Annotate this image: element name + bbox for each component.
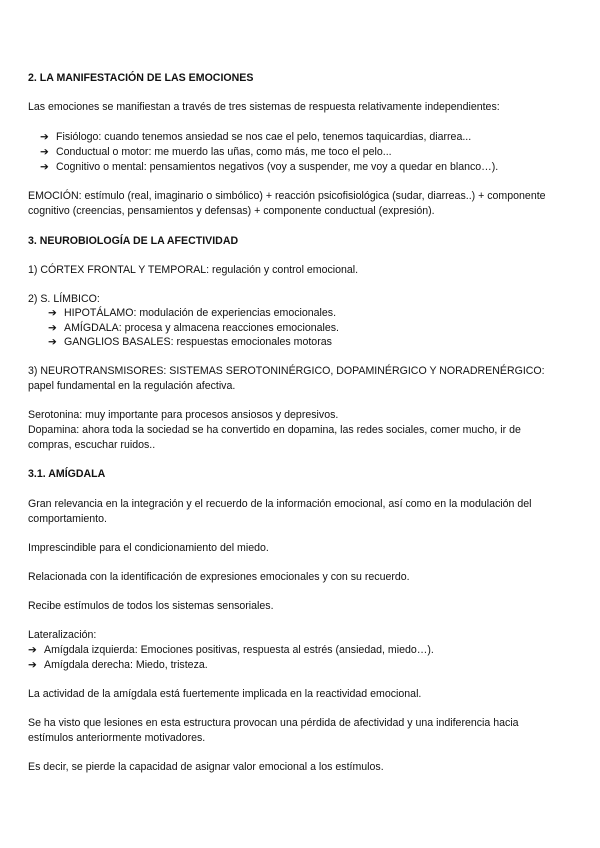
item-neurotransmitters-line-1: 3) NEUROTRANSMISORES: SISTEMAS SEROTONINÉRGICO, DOPAMINÉRGICO Y NORADRENÉRGICO: xyxy=(28,365,545,377)
bullet-cognitive: ➔ Cognitivo o mental: pensamientos negativos (voy a suspender, me voy a quedar en blanco…). xyxy=(40,161,499,173)
bullet-right-amygdala: ➔ Amígdala derecha: Miedo, tristeza. xyxy=(28,659,208,671)
lateralization-label: Lateralización: xyxy=(28,629,97,641)
amygdala-p2: Imprescindible para el condicionamiento del miedo. xyxy=(28,542,269,554)
amygdala-p4: Recibe estímulos de todos los sistemas sensoriales. xyxy=(28,600,274,612)
bullet-amygdala: ➔ AMÍGDALA: procesa y almacena reacciones emocionales. xyxy=(48,322,339,334)
bullet-physiological: ➔ Fisiólogo: cuando tenemos ansiedad se nos cae el pelo, tenemos taquicardias, diarrea... xyxy=(40,131,472,143)
arrow-bullet-icon: ➔ xyxy=(48,307,57,319)
section-3-1-heading: 3.1. AMÍGDALA xyxy=(28,468,106,480)
amygdala-p1-line-1: Gran relevancia en la integración y el recuerdo de la información emocional, así como en la modulación del xyxy=(28,498,532,510)
arrow-bullet-icon: ➔ xyxy=(40,146,49,158)
amygdala-p6-line-2: estímulos anteriormente motivadores. xyxy=(28,732,206,744)
serotonin-text: Serotonina: muy importante para procesos ansiosos y depresivos. xyxy=(28,409,339,421)
bullet-basal-ganglia: ➔ GANGLIOS BASALES: respuestas emocionales motoras xyxy=(48,336,332,348)
bullet-behavioral: ➔ Conductual o motor: me muerdo las uñas, como más, me toco el pelo... xyxy=(40,146,392,158)
section-2-heading: 2. LA MANIFESTACIÓN DE LAS EMOCIONES xyxy=(28,72,254,84)
amygdala-p6-line-1: Se ha visto que lesiones en esta estructura provocan una pérdida de afectividad y una indiferencia hacia xyxy=(28,717,519,729)
arrow-bullet-icon: ➔ xyxy=(28,659,37,671)
emotion-definition-line-2: cognitivo (creencias, pensamientos y defensas) + componente conductual (expresión). xyxy=(28,205,435,217)
emotion-definition-line-1: EMOCIÓN: estímulo (real, imaginario o simbólico) + reacción psicofisiológica (sudar, diarreas..) + componente xyxy=(28,190,546,202)
dopamine-text-line-2: compras, escuchar ruidos.. xyxy=(28,439,156,451)
amygdala-p7: Es decir, se pierde la capacidad de asignar valor emocional a los estímulos. xyxy=(28,761,384,773)
item-neurotransmitters-line-2: papel fundamental en la regulación afectiva. xyxy=(28,380,236,392)
arrow-bullet-icon: ➔ xyxy=(48,322,57,334)
arrow-bullet-icon: ➔ xyxy=(40,161,49,173)
item-cortex: 1) CÓRTEX FRONTAL Y TEMPORAL: regulación y control emocional. xyxy=(28,264,359,276)
arrow-bullet-icon: ➔ xyxy=(40,131,49,143)
amygdala-p5: La actividad de la amígdala está fuertemente implicada en la reactividad emocional. xyxy=(28,688,422,700)
arrow-bullet-icon: ➔ xyxy=(28,644,37,656)
bullet-hypothalamus: ➔ HIPOTÁLAMO: modulación de experiencias emocionales. xyxy=(48,307,337,319)
section-2-intro: Las emociones se manifiestan a través de tres sistemas de respuesta relativamente independientes: xyxy=(28,101,500,113)
amygdala-p1-line-2: comportamiento. xyxy=(28,513,107,525)
arrow-bullet-icon: ➔ xyxy=(48,336,57,348)
item-limbic: 2) S. LÍMBICO: xyxy=(28,293,100,305)
section-3-heading: 3. NEUROBIOLOGÍA DE LA AFECTIVIDAD xyxy=(28,235,239,247)
bullet-left-amygdala: ➔ Amígdala izquierda: Emociones positivas, respuesta al estrés (ansiedad, miedo…). xyxy=(28,644,434,656)
dopamine-text-line-1: Dopamina: ahora toda la sociedad se ha convertido en dopamina, las redes sociales, comer mucho, ir de xyxy=(28,424,521,436)
amygdala-p3: Relacionada con la identificación de expresiones emocionales y con su recuerdo. xyxy=(28,571,410,583)
